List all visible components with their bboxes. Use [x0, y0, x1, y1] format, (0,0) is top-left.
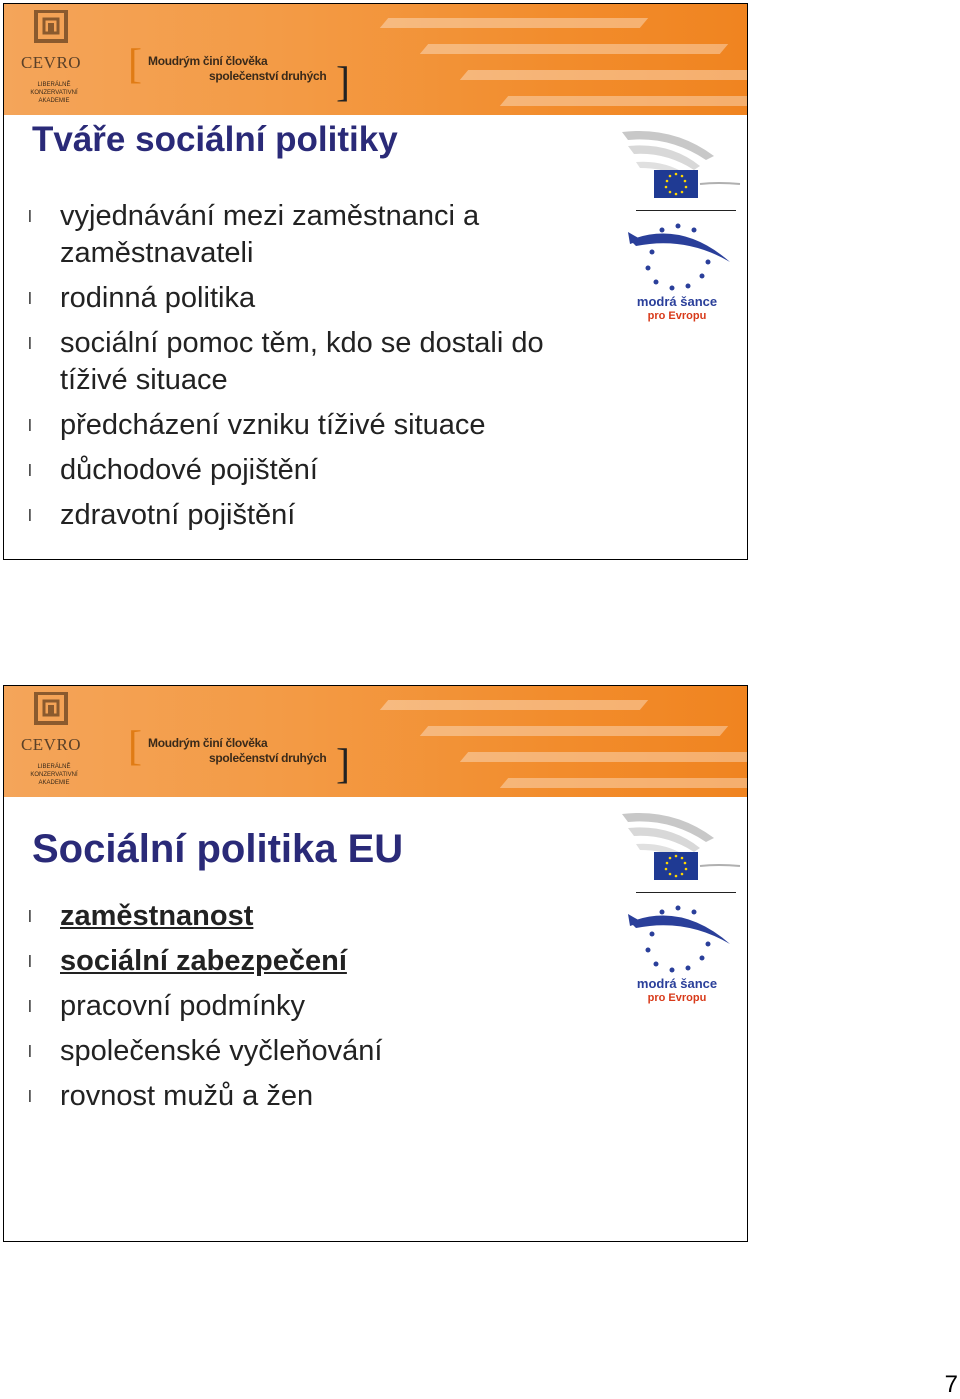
header-banner: [4, 686, 747, 797]
slide-1: [3, 3, 748, 560]
eu-logos: [614, 126, 744, 336]
list-item-text: rodinná politika: [60, 282, 256, 314]
list-item-text: předcházení vzniku tíživé situace: [60, 409, 486, 441]
list-item: [28, 198, 588, 272]
motto-bracket-right: ]: [336, 742, 350, 788]
list-item-text: rovnost mužů a žen: [60, 1080, 314, 1112]
list-item: [28, 988, 588, 1025]
cevro-name: CEVRO: [20, 53, 82, 72]
list-item: [28, 1033, 588, 1070]
cevro-name: CEVRO: [20, 735, 82, 754]
msance-subtitle: pro Evropu: [647, 310, 707, 322]
list-item-text: zdravotní pojištění: [60, 499, 296, 531]
bullet-icon: l: [28, 952, 32, 971]
cevro-logo: [18, 692, 88, 790]
list-item: [28, 325, 588, 399]
header-banner: [4, 4, 747, 115]
list-item: [28, 280, 588, 317]
cevro-sub-2: KONZERVATIVNÍ: [30, 772, 78, 778]
cevro-sub-3: AKADEMIE: [38, 98, 70, 104]
cevro-meander-icon: [18, 692, 84, 734]
list-item: [28, 1078, 588, 1115]
bullet-icon: l: [28, 506, 32, 525]
slide-2: [3, 685, 748, 1242]
list-item: [28, 898, 588, 935]
bullet-icon: l: [28, 334, 32, 353]
list-item-text: sociální pomoc těm, kdo se dostali do tíživé situace: [60, 327, 544, 396]
stars-swoosh-icon: [622, 904, 738, 976]
european-parliament-icon: [614, 808, 744, 898]
cevro-sub-1: LIBERÁLNĚ: [37, 82, 71, 88]
bullet-list: [28, 898, 588, 1123]
logo-divider: [636, 210, 736, 211]
motto-bracket-left: [: [128, 724, 142, 770]
motto-line-1: Moudrým činí člověka: [148, 54, 268, 68]
bullet-list: [28, 198, 588, 542]
list-item: [28, 497, 588, 534]
bullet-icon: l: [28, 461, 32, 480]
motto-bracket-left: [: [128, 42, 142, 88]
list-item-text: společenské vyčleňování: [60, 1035, 383, 1067]
motto-line-1: Moudrým činí člověka: [148, 736, 268, 750]
bullet-icon: l: [28, 416, 32, 435]
list-item: [28, 943, 588, 980]
cevro-sub-3: AKADEMIE: [38, 780, 70, 786]
list-item-link[interactable]: sociální zabezpečení: [60, 945, 347, 977]
bullet-icon: l: [28, 997, 32, 1016]
logo-divider: [636, 892, 736, 893]
cevro-sub-1: LIBERÁLNĚ: [37, 764, 71, 770]
slide-title: Sociální politika EU: [32, 827, 404, 871]
bullet-icon: l: [28, 207, 32, 226]
page-number: 7: [944, 1371, 958, 1398]
list-item: [28, 407, 588, 444]
motto-line-2: společenství druhých: [209, 751, 327, 765]
stars-swoosh-icon: [622, 222, 738, 294]
bullet-icon: l: [28, 1087, 32, 1106]
list-item-text: důchodové pojištění: [60, 454, 318, 486]
motto: [128, 42, 350, 106]
bullet-icon: l: [28, 289, 32, 308]
european-parliament-icon: [614, 126, 744, 216]
slide-title: Tváře sociální politiky: [32, 120, 398, 159]
motto: [128, 724, 350, 788]
list-item-text: vyjednávání mezi zaměstnanci a zaměstnavateli: [60, 200, 480, 269]
bullet-icon: l: [28, 1042, 32, 1061]
bullet-icon: l: [28, 907, 32, 926]
cevro-sub-2: KONZERVATIVNÍ: [30, 90, 78, 96]
list-item: [28, 452, 588, 489]
msance-subtitle: pro Evropu: [647, 992, 707, 1004]
list-item-link[interactable]: zaměstnanost: [60, 900, 254, 932]
eu-logos: [614, 808, 744, 1018]
motto-bracket-right: ]: [336, 60, 350, 106]
list-item-text: pracovní podmínky: [60, 990, 306, 1022]
cevro-logo: [18, 10, 88, 108]
motto-line-2: společenství druhých: [209, 69, 327, 83]
cevro-meander-icon: [18, 10, 84, 52]
msance-title: modrá šance: [636, 294, 718, 309]
msance-title: modrá šance: [636, 976, 718, 991]
